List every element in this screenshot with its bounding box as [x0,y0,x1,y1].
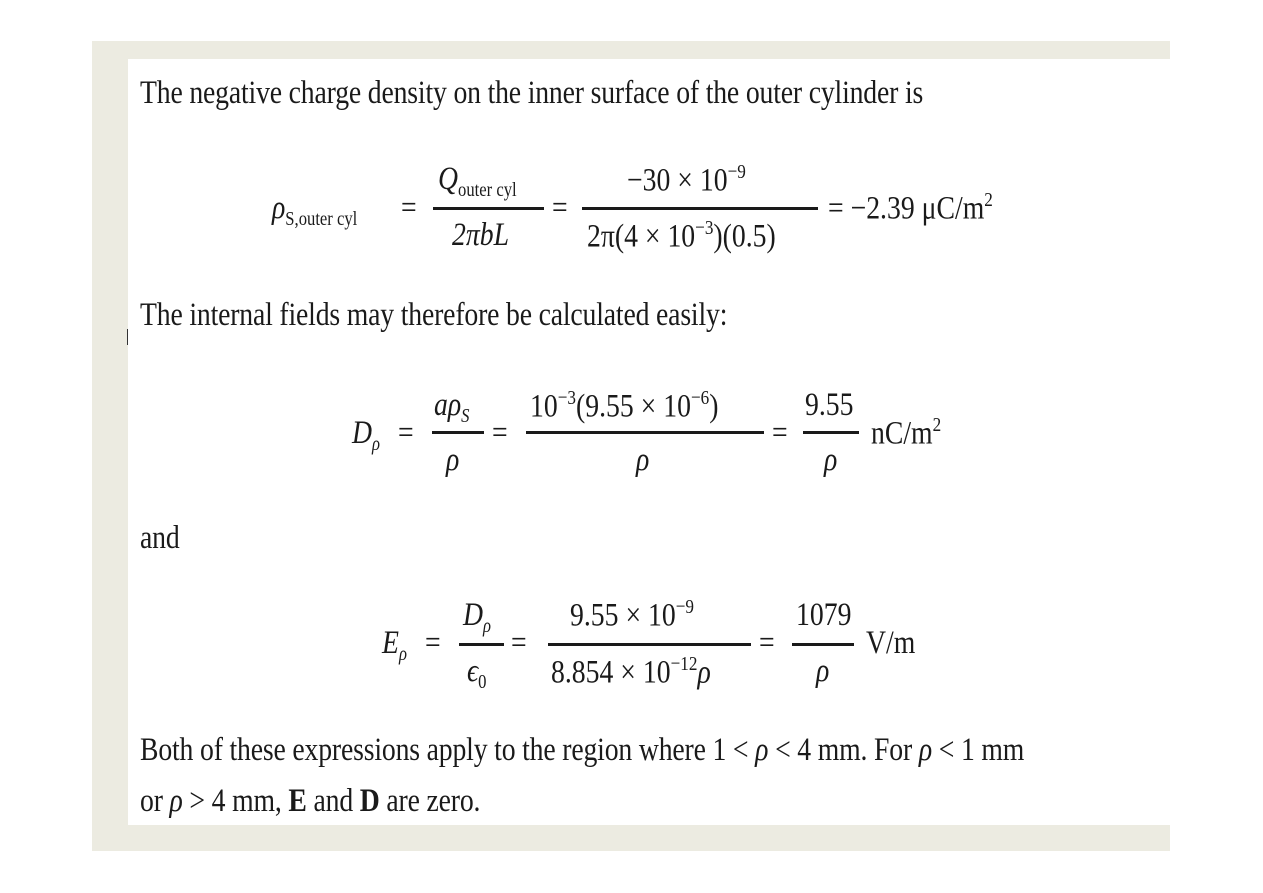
and-paragraph: and [140,520,180,556]
eq3-equals-1: = [425,625,441,661]
eq2-equals-2: = [492,415,508,451]
eq1-frac2-bar [582,207,818,210]
eq3-frac2-bar [548,643,751,646]
eq1-frac2-denominator: $2\pi(4 \times 10^{-3})(0.5)$ [587,217,776,255]
eq1-frac1-denominator: 2πbL [452,217,510,253]
eq1-frac1-numerator: $Q_{outer cyl}$ [438,161,517,201]
eq3-equals-2: = [511,625,527,661]
eq2-frac2-bar [526,431,764,434]
internal-fields-paragraph: The internal fields may therefore be calculated easily: [140,297,728,333]
eq3-unit: V/m [866,625,916,661]
eq2-frac1-denominator: ρ [446,442,460,478]
eq2-frac1-numerator: $a\rho_S$ [434,387,470,427]
eq2-equals-1: = [398,415,414,451]
eq3-frac1-bar [459,643,504,646]
eq3-frac1-numerator: $D_\rho$ [463,597,492,637]
eq2-lhs: $D_\rho$ [352,415,381,455]
eq2-frac3-bar [803,431,859,434]
intro-paragraph: The negative charge density on the inner surface of the outer cylinder is [140,75,924,111]
eq2-frac2-denominator: ρ [636,442,650,478]
eq3-frac2-denominator: $8.854 \times 10^{-12}\rho$ [551,653,711,691]
eq3-frac3-bar [792,643,854,646]
eq1-equals-2: = [552,190,568,226]
eq2-frac3-denominator: ρ [824,442,838,478]
eq2-unit: $nC/m^2$ [871,414,942,452]
eq1-lhs: $\rho_{S,outer cyl}$ [272,190,358,230]
conclusion-line-1: Both of these expressions apply to the region where 1 < ρ < 4 mm. For ρ < 1 mm [140,732,1025,768]
eq3-frac2-numerator: $9.55 \times 10^{-9}$ [570,596,695,634]
eq3-frac3-numerator: 1079 [796,597,852,633]
text-cursor-marker [127,329,128,345]
eq3-frac3-denominator: ρ [816,653,830,689]
eq2-frac2-numerator: $10^{-3}(9.55 \times 10^{-6})$ [530,387,719,425]
eq3-lhs: $E_\rho$ [382,625,407,665]
eq1-frac1-bar [433,207,544,210]
eq1-result: = −2.39 $\mu C/m^2$ [828,189,993,227]
eq2-frac3-numerator: 9.55 [805,387,854,423]
eq1-frac2-numerator: $-30 \times 10^{-9}$ [627,161,746,199]
eq3-equals-3: = [759,625,775,661]
eq2-frac1-bar [432,431,484,434]
eq3-frac1-denominator: $\epsilon_0$ [467,653,487,693]
eq1-equals-1: = [401,190,417,226]
conclusion-line-2: or ρ > 4 mm, E and D are zero. [140,783,481,819]
eq2-equals-3: = [772,415,788,451]
